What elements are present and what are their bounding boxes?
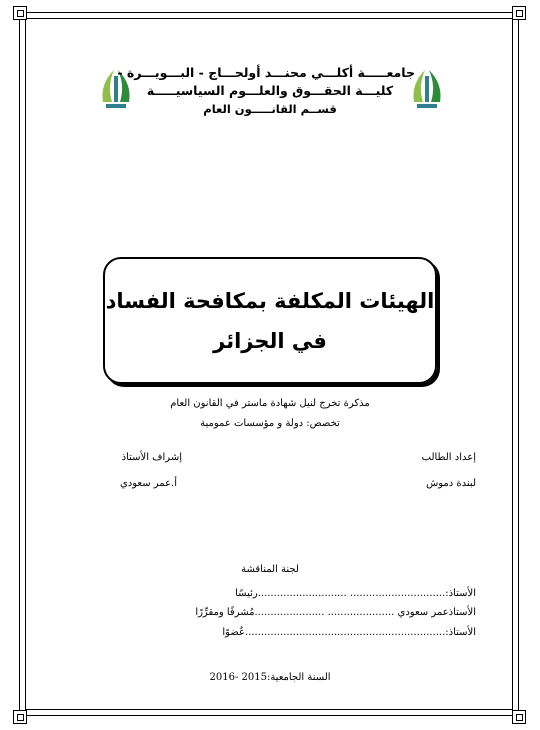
faculty-name: كليـــة الحقـــوق والعلـــوم السياسيـــــة (146, 83, 394, 98)
corner-ornament-bottom-right (512, 710, 526, 724)
memo-description: مذكرة تخرج لنيل شهادة ماستر في القانون العام (170, 398, 370, 409)
thesis-title-line-1: الهيئات المكلفة بمكافحة الفساد (105, 288, 435, 313)
academic-year: السنة الجامعية:2015 -2016 (209, 672, 331, 683)
prepared-by-label: إعداد الطالب (421, 452, 476, 463)
student-name: لبندة دموش (426, 478, 476, 489)
corner-ornament-top-left (13, 6, 27, 20)
committee-row-member: الأستاذ:...............................................................عُضوًا (222, 627, 476, 638)
department-name: قســم القانـــــون العام (203, 102, 337, 116)
corner-ornament-top-right (512, 6, 526, 20)
institution-header (117, 64, 415, 118)
thesis-title-line-2: في الجزائر (213, 328, 327, 353)
supervision-label: إشراف الأستاذ (121, 452, 182, 463)
committee-row-president: الأستاذ:.............................. ............................رئيسًا (235, 588, 476, 599)
thesis-title-box (103, 257, 437, 384)
committee-title: لجنة المناقشة (241, 564, 299, 575)
memo-specialty: تخصص: دولة و مؤسسات عمومية (200, 418, 340, 429)
committee-row-supervisor: الأستاذعمر سعودي ..................... ......................مُشرفًا ومقرِّرًا (195, 607, 476, 618)
university-name: جامعـــــة أكلـــي محنـــد أولحـــاج - البـــويـــرة - (117, 65, 415, 80)
corner-ornament-bottom-left (13, 710, 27, 724)
supervisor-name: أ.عمر سعودي (119, 478, 177, 489)
